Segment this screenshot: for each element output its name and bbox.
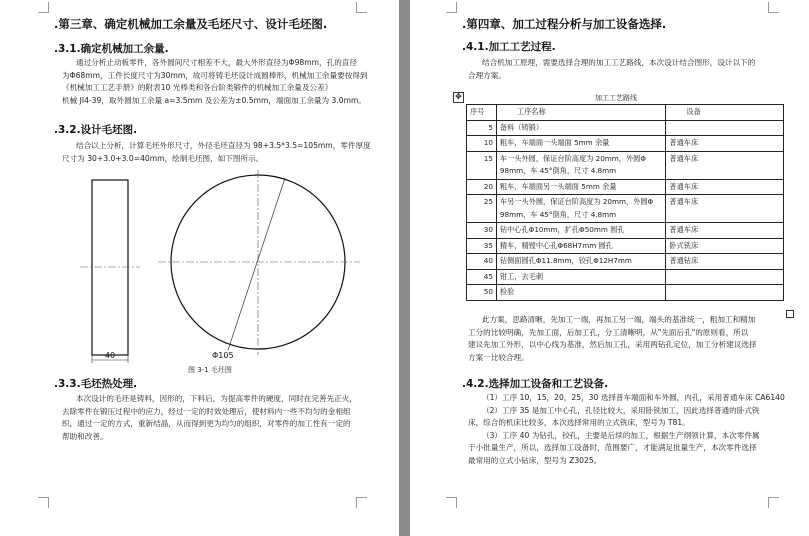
text-line: 合理方案。: [468, 70, 506, 80]
figure-caption: 图 3-1 毛坯图: [188, 366, 232, 374]
step-equipment: [666, 269, 784, 285]
text-line: 通过分析止动板零件，各外圆间尺寸相差不大，最大外形直径为Φ98mm，孔的直径: [76, 58, 358, 67]
step-equipment: 普通车床: [666, 179, 784, 195]
section-3-1-heading: .3.1.确定机械加工余量.: [54, 43, 169, 55]
blank-side-view: [92, 180, 128, 355]
document-page-left: [0, 0, 399, 536]
text-line: 于小批量生产，所以，选择加工设备时，范围要广，才能满足批量生产，本次零件选择: [468, 443, 757, 452]
crop-mark: [38, 2, 49, 13]
step-equipment: 普通车床: [666, 136, 784, 152]
text-line: 本次设计的毛坯是铸料，因形的，下料后，为提高零件的硬度，同时在完善先正火，: [76, 394, 357, 403]
table-row: [467, 223, 784, 239]
step-number: 5: [467, 120, 497, 136]
table-header-row: [467, 105, 784, 121]
step-name-line: 粗车，车端面一头端面 5mm 余量: [499, 138, 610, 147]
step-equipment: 卧式铣床: [666, 238, 784, 254]
step-name-line: 粗车，车端面另一头端面 5mm 余量: [499, 181, 617, 191]
step-name: [496, 179, 665, 195]
text-line: 床，综合的机床比较多，本次选择常用的立式铣床，型号为 T81。: [468, 418, 690, 427]
table-move-handle[interactable]: ✥: [453, 92, 464, 103]
step-number: 15: [467, 151, 497, 179]
table-row: [467, 120, 784, 136]
step-number: 30: [467, 223, 497, 239]
crop-mark: [38, 497, 49, 508]
table-row: [467, 254, 784, 270]
step-number: 25: [467, 195, 497, 223]
step-number: 40: [467, 254, 497, 270]
chapter-3-heading: .第三章、确定机械加工余量及毛坯尺寸、设计毛坯图.: [54, 17, 328, 31]
table-row: [467, 238, 784, 254]
crop-mark: [446, 2, 457, 13]
section-3-3-paragraph: [62, 393, 357, 443]
table-row: [467, 136, 784, 152]
text-line: 帮助和改善。: [62, 431, 108, 441]
section-4-1-conclusion: [468, 314, 757, 364]
width-dimension-label: 40: [104, 351, 116, 360]
text-line: （2）工序 35 是加工中心孔，孔径比较大，采用卧铣加工，因此选择普通的卧式铣: [482, 405, 760, 415]
step-name-line: 车另一头外圆，保证台阶高度为 20mm，外圆Φ: [499, 197, 654, 206]
crop-mark: [768, 2, 779, 13]
table-row: [467, 179, 784, 195]
step-number: 10: [467, 136, 497, 152]
section-3-2-heading: .3.2.设计毛坯图.: [54, 124, 138, 136]
section-3-3-heading: .3.3.毛坯热处理.: [54, 378, 138, 390]
step-name: [496, 136, 665, 152]
crop-mark: [446, 497, 457, 508]
text-line: 此方案，思路清晰，先加工一端，再加工另一端，端头的基准统一，粗加工和精加: [482, 315, 756, 324]
text-line: 建议先加工外形，以中心线为基准，然后加工孔，采用两钻孔定位，加工分析建议选择: [468, 340, 757, 349]
header-cell: 工序名称: [496, 105, 665, 121]
table-resize-handle[interactable]: [786, 310, 794, 318]
step-equipment: 普通钻床: [666, 254, 784, 270]
step-equipment: 普通车床: [666, 195, 784, 223]
text-line: （3）工序 40 为钻孔，铰孔，主要是后续的加工，根据生产纲领计算，本次零件属: [482, 430, 760, 440]
step-name: [496, 238, 665, 254]
crop-mark: [356, 2, 367, 13]
step-equipment: 普通车床: [666, 151, 784, 179]
text-line: 工分的比较明确，先加工面，后加工孔，分工清晰明，从"先面后孔"的原则看，所以: [468, 327, 749, 337]
text-line: 织，通过一定的方式，重新结晶，从而得到更为均匀的组织，对零件的加工性有一定的: [62, 419, 351, 428]
step-name-line: 检验: [499, 287, 515, 296]
step-name-line: 精车，精镗中心孔Φ68H7mm 圆孔: [499, 240, 613, 250]
section-3-1-paragraph: [62, 57, 367, 107]
table-row: [467, 285, 784, 301]
step-number: 45: [467, 269, 497, 285]
diameter-dimension-label: Φ105: [212, 351, 234, 360]
step-name: [496, 151, 665, 179]
header-cell: 序号: [467, 105, 497, 121]
step-equipment: 普通车床: [666, 223, 784, 239]
step-name-line: 钻侧面圆孔Φ11.8mm，铰孔Φ12H7mm: [499, 256, 632, 265]
step-number: 50: [467, 285, 497, 301]
text-line: 结合机加工原理，需要选择合理的加工工艺路线，本次设计结合图形，设计以下的: [482, 58, 756, 67]
table-row: [467, 269, 784, 285]
text-line: 最常用的立式小钻床，型号为 Z3025。: [468, 455, 602, 465]
process-route-table: [466, 104, 784, 301]
step-name: [496, 195, 665, 223]
crop-mark: [768, 497, 779, 508]
section-4-2-heading: .4.2.选择加工设备和工艺设备.: [462, 378, 609, 390]
step-number: 35: [467, 238, 497, 254]
step-name-line: 钻中心孔Φ10mm，扩孔Φ50mm 圆孔: [499, 225, 625, 234]
table-row: [467, 195, 784, 223]
step-name-line: 98mm，车 45°倒角，尺寸 4.8mm: [499, 166, 617, 175]
text-line: 去除零件在锻压过程中的应力，经过一定的时效处理后，使材料内一些不均匀的金相组: [62, 406, 351, 416]
header-cell: 设备: [666, 105, 784, 121]
text-line: 为Φ68mm，工件长度尺寸为30mm，故可将铸毛坯设计成圆棒形，机械加工余量要按得到: [62, 70, 368, 80]
document-page-right: [410, 0, 809, 536]
table-title: 加工工艺路线: [595, 94, 637, 102]
step-number: 20: [467, 179, 497, 195]
step-name-line: 备料（铸锻）: [499, 122, 544, 132]
diameter-leader: [228, 178, 285, 350]
chapter-4-heading: .第四章、加工过程分析与加工设备选择.: [462, 17, 667, 31]
step-name-line: 98mm，车 45°倒角，尺寸 4.8mm: [499, 209, 617, 219]
text-line: （1）工序 10，15，20，25，30 选择普车端面和车外圆，内孔，采用普通车床 CA6140: [482, 393, 785, 402]
step-name: [496, 269, 665, 285]
step-name-line: 车一头外圆，保证台阶高度为 20mm，外圆Φ: [499, 153, 647, 163]
step-name: [496, 223, 665, 239]
step-name-line: 钳工，去毛刺: [499, 271, 544, 281]
text-line: 机械 JI4-39，取外圆加工余量 a=3.5mm 及公差为±0.5mm，端面加工余量为 3.0mm。: [62, 95, 367, 105]
step-name: [496, 254, 665, 270]
table-row: [467, 151, 784, 179]
step-name: [496, 120, 665, 136]
text-line: 《机械加工工艺手册》的附表10 光棒类和各台阶类锻件的机械加工余量及公差》: [62, 83, 333, 92]
step-equipment: [666, 120, 784, 136]
text-line: 结合以上分析，计算毛坯外形尺寸，外径毛坯直径为 98+3.5*3.5=105mm，零件厚度: [76, 141, 371, 150]
section-4-1-heading: .4.1.加工工艺过程.: [462, 41, 556, 53]
section-3-2-paragraph: [62, 140, 371, 165]
crop-mark: [356, 497, 367, 508]
step-name: [496, 285, 665, 301]
step-equipment: [666, 285, 784, 301]
section-4-1-paragraph: [468, 57, 755, 82]
text-line: 方案一比较合理。: [468, 352, 529, 362]
section-4-2-paragraph: [468, 392, 785, 467]
blank-drawing: [80, 170, 380, 370]
text-line: 尺寸为 30+3.0+3.0=40mm，绘制毛坯图，如下图所示。: [62, 153, 264, 163]
